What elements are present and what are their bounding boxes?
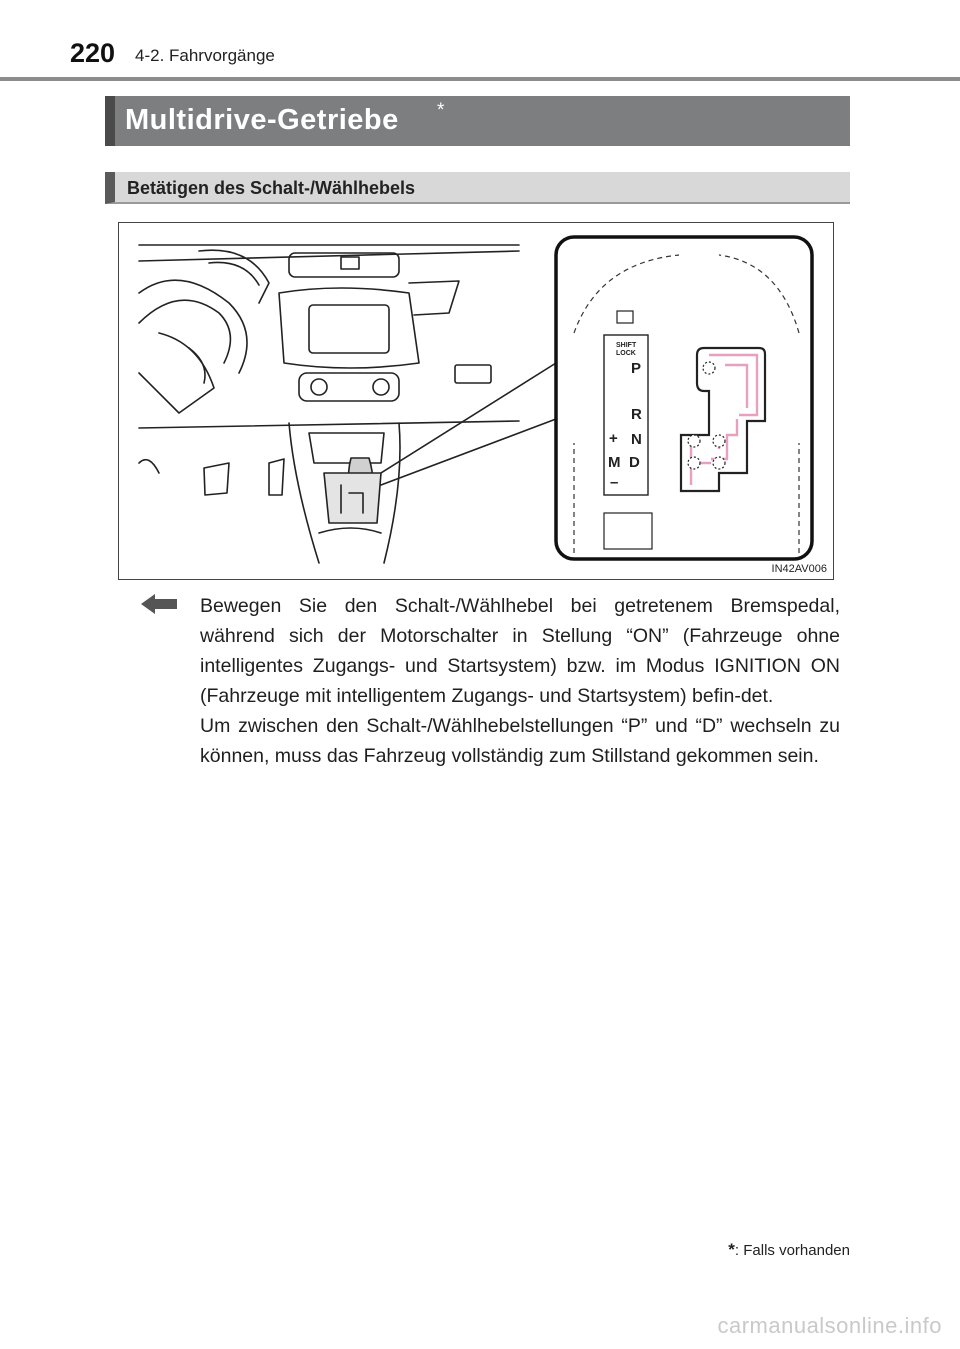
subtitle: Betätigen des Schalt-/Wählhebels <box>127 178 416 198</box>
gear-d-label: D <box>629 454 640 471</box>
section-label: 4-2. Fahrvorgänge <box>135 46 275 65</box>
footnote-text: : Falls vorhanden <box>734 1242 850 1259</box>
dashboard-drawing <box>139 245 556 563</box>
watermark: carmanualsonline.info <box>717 1313 942 1338</box>
gear-lever-figure <box>118 222 834 580</box>
gear-p-label: P <box>631 360 642 377</box>
gear-r-label: R <box>631 406 642 423</box>
shift-lock-label-2: LOCK <box>616 350 636 357</box>
footnote-asterisk: * <box>728 1240 735 1259</box>
main-title-bar <box>105 96 850 146</box>
figure-illustration <box>119 223 834 580</box>
main-title: Multidrive-Getriebe <box>125 104 399 136</box>
arrow-bullet-icon <box>141 594 177 614</box>
gear-n-label: N <box>631 431 642 448</box>
gear-m-label: M <box>608 454 621 471</box>
body-text <box>200 591 840 771</box>
footnote <box>728 1240 850 1260</box>
gear-minus-label: – <box>610 474 619 491</box>
figure-code: IN42AV006 <box>771 563 827 575</box>
body-paragraph-2: Um zwischen den Schalt-/Wählhebelstellungen “P” und “D” wechseln zu können, muss das Fahrzeug vollständig zum Stillstand gekommen sein. <box>200 715 840 767</box>
title-asterisk: * <box>437 100 445 121</box>
gear-plus-label: + <box>609 430 618 447</box>
inset-panel <box>556 237 812 559</box>
shift-lock-label-1: SHIFT <box>616 342 637 349</box>
subtitle-bar <box>105 172 850 204</box>
body-paragraph-1: Bewegen Sie den Schalt-/Wählhebel bei getretenem Bremspedal, während sich der Motorschalter in Stellung “ON” (Fahrzeuge ohne intelligentes Zugangs- und Startsystem) bzw. im Modus IGNITION ON (Fahrzeuge mit intelligentem Zugangs- und Startsystem) befin-det. <box>200 595 840 707</box>
page-number: 220 <box>70 38 116 68</box>
header-rule <box>0 77 960 81</box>
